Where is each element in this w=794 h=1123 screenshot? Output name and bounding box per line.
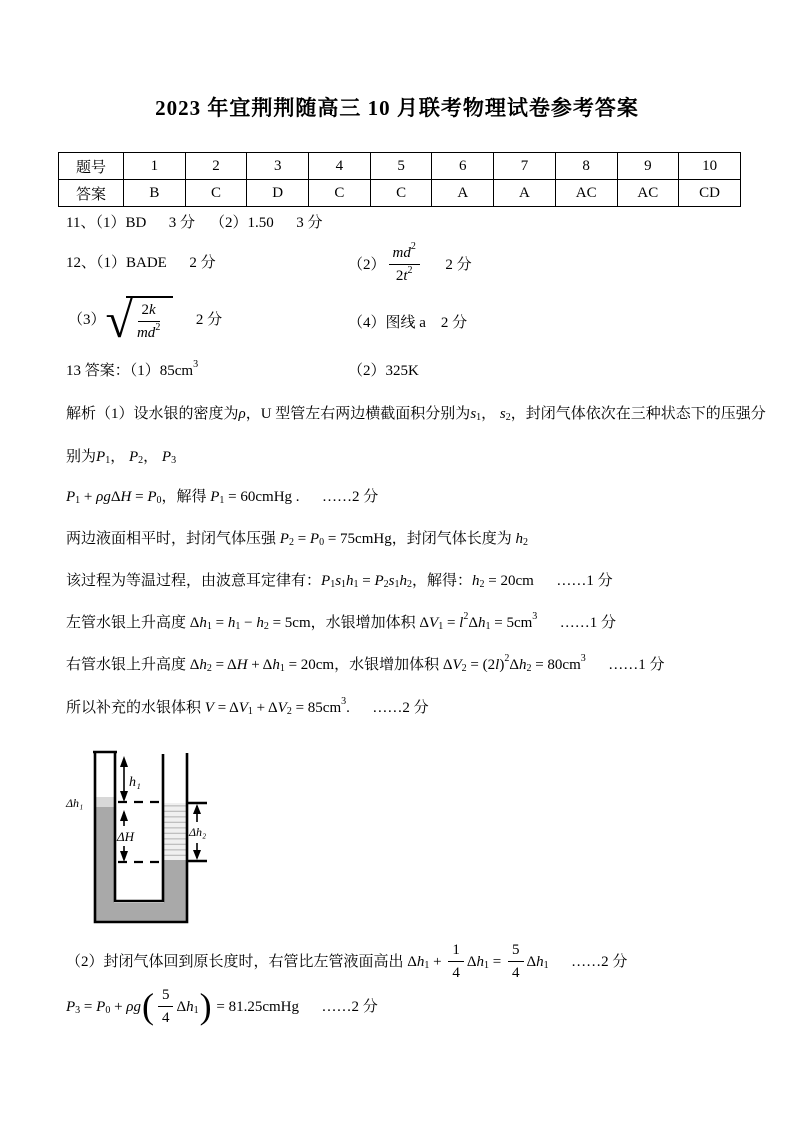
u-tube-diagram (65, 746, 215, 930)
answer-cell: A (494, 180, 556, 207)
answer-line-q13-1: 13 答案：（1）85cm 3 (66, 359, 199, 379)
question-number-cell: 5 (370, 153, 432, 180)
answer-line-q13-2: （2）325K (348, 363, 419, 379)
question-number-cell: 2 (185, 153, 247, 180)
answer-cell: C (309, 180, 371, 207)
answer-row-label: 答案 (59, 180, 124, 207)
question-number-cell: 1 (124, 153, 186, 180)
h1-arrowhead-up (120, 756, 128, 767)
question-number-cell: 8 (555, 153, 617, 180)
answer-line-part2: （2）封闭气体回到原长度时，右管比左管液面高出 Δ h 1 + $\frac{1}{4}$ Δ h 1 = $\frac{5}{4}$ Δ h 1 ……2 分 (66, 942, 628, 982)
solution-paragraph-1: 解析（1）设水银的密度为 ρ ，U 型管左右两边横截面积分别为 s 1 ， s 2 ，封闭气体依次在三种状态下的压强分 (66, 406, 766, 424)
question-number-cell: 7 (494, 153, 556, 180)
answer-cell: C (370, 180, 432, 207)
question-number-row-label: 题号 (59, 153, 124, 180)
answer-cell: AC (555, 180, 617, 207)
equation-boyle: 该过程为等温过程，由波意耳定律有： P 1 s 1 h 1 = P 2 s 1 h 2 ，解得： h 2 = 20cm ……1 分 (66, 573, 613, 591)
dH-label: ΔH (117, 829, 135, 844)
table-row (59, 180, 741, 207)
equation-right-tube: 右管水银上升高度 Δ h 2 = Δ H + Δ h 1 = 20cm，水银增加体积 Δ V 2 = (2 l ) 2 Δ h 2 = 80cm 3 ……1 分 (66, 653, 665, 675)
answer-table (58, 152, 741, 207)
question-number-cell: 3 (247, 153, 309, 180)
equation-left-tube: 左管水银上升高度 Δ h 1 = h 1 − h 2 = 5cm，水银增加体积 Δ V 1 = l 2 Δ h 1 = 5cm 3 ……1 分 (66, 611, 617, 633)
question-number-cell: 10 (679, 153, 741, 180)
page-title: 2023 年宜荆荆随高三 10 月联考物理试卷参考答案 (155, 96, 639, 120)
answer-cell: C (185, 180, 247, 207)
answer-line-q12-3: （3） √ 2 k md 2 2 分 (68, 291, 223, 348)
equation-p3: P 3 = P 0 + ρg ( $\frac{5}{4}$ Δ h 1 ) = 81.25cmHg ……2 分 (66, 985, 378, 1027)
table-row (59, 153, 741, 180)
solution-paragraph-2: 别为 P 1 ， P 2 ， P 3 (66, 449, 177, 467)
answer-line-q12-2: （2） md 2 2 t 2 2 分 (348, 241, 472, 285)
h1-label: h₁ (129, 775, 141, 790)
equation-p2: 两边液面相平时，封闭气体压强 P 2 = P 0 = 75cmHg，封闭气体长度为 h 2 (66, 531, 528, 549)
answer-line-q11: 11、（1）BD 3 分 （2）1.50 3 分 (66, 215, 323, 231)
answer-cell: A (432, 180, 494, 207)
right-risen-mercury-striped (164, 803, 187, 860)
dh2-arrowhead-up (193, 804, 201, 814)
dh1-label: Δh₁ (66, 796, 84, 810)
answer-cell: B (124, 180, 186, 207)
answer-cell: CD (679, 180, 741, 207)
dH-arrowhead-up (120, 810, 128, 821)
h1-arrowhead-down (120, 791, 128, 802)
equation-total-volume: 所以补充的水银体积 V = Δ V 1 + Δ V 2 = 85cm 3 . ……2 分 (66, 696, 429, 718)
dh2-label: Δh₂ (189, 825, 207, 839)
equation-p1: P 1 + ρg Δ H = P 0 ，解得 P 1 = 60cmHg . ……2 分 (66, 489, 379, 507)
question-number-cell: 6 (432, 153, 494, 180)
answer-cell: AC (617, 180, 679, 207)
answer-cell: D (247, 180, 309, 207)
answer-line-q12-4: （4）图线 a 2 分 (348, 315, 468, 331)
dH-arrowhead-down (120, 851, 128, 862)
left-risen-mercury-band (96, 797, 114, 807)
question-number-cell: 9 (617, 153, 679, 180)
question-number-cell: 4 (309, 153, 371, 180)
dh2-arrowhead-down (193, 850, 201, 860)
answer-line-q12-1: 12、（1）BADE 2 分 (66, 255, 216, 271)
